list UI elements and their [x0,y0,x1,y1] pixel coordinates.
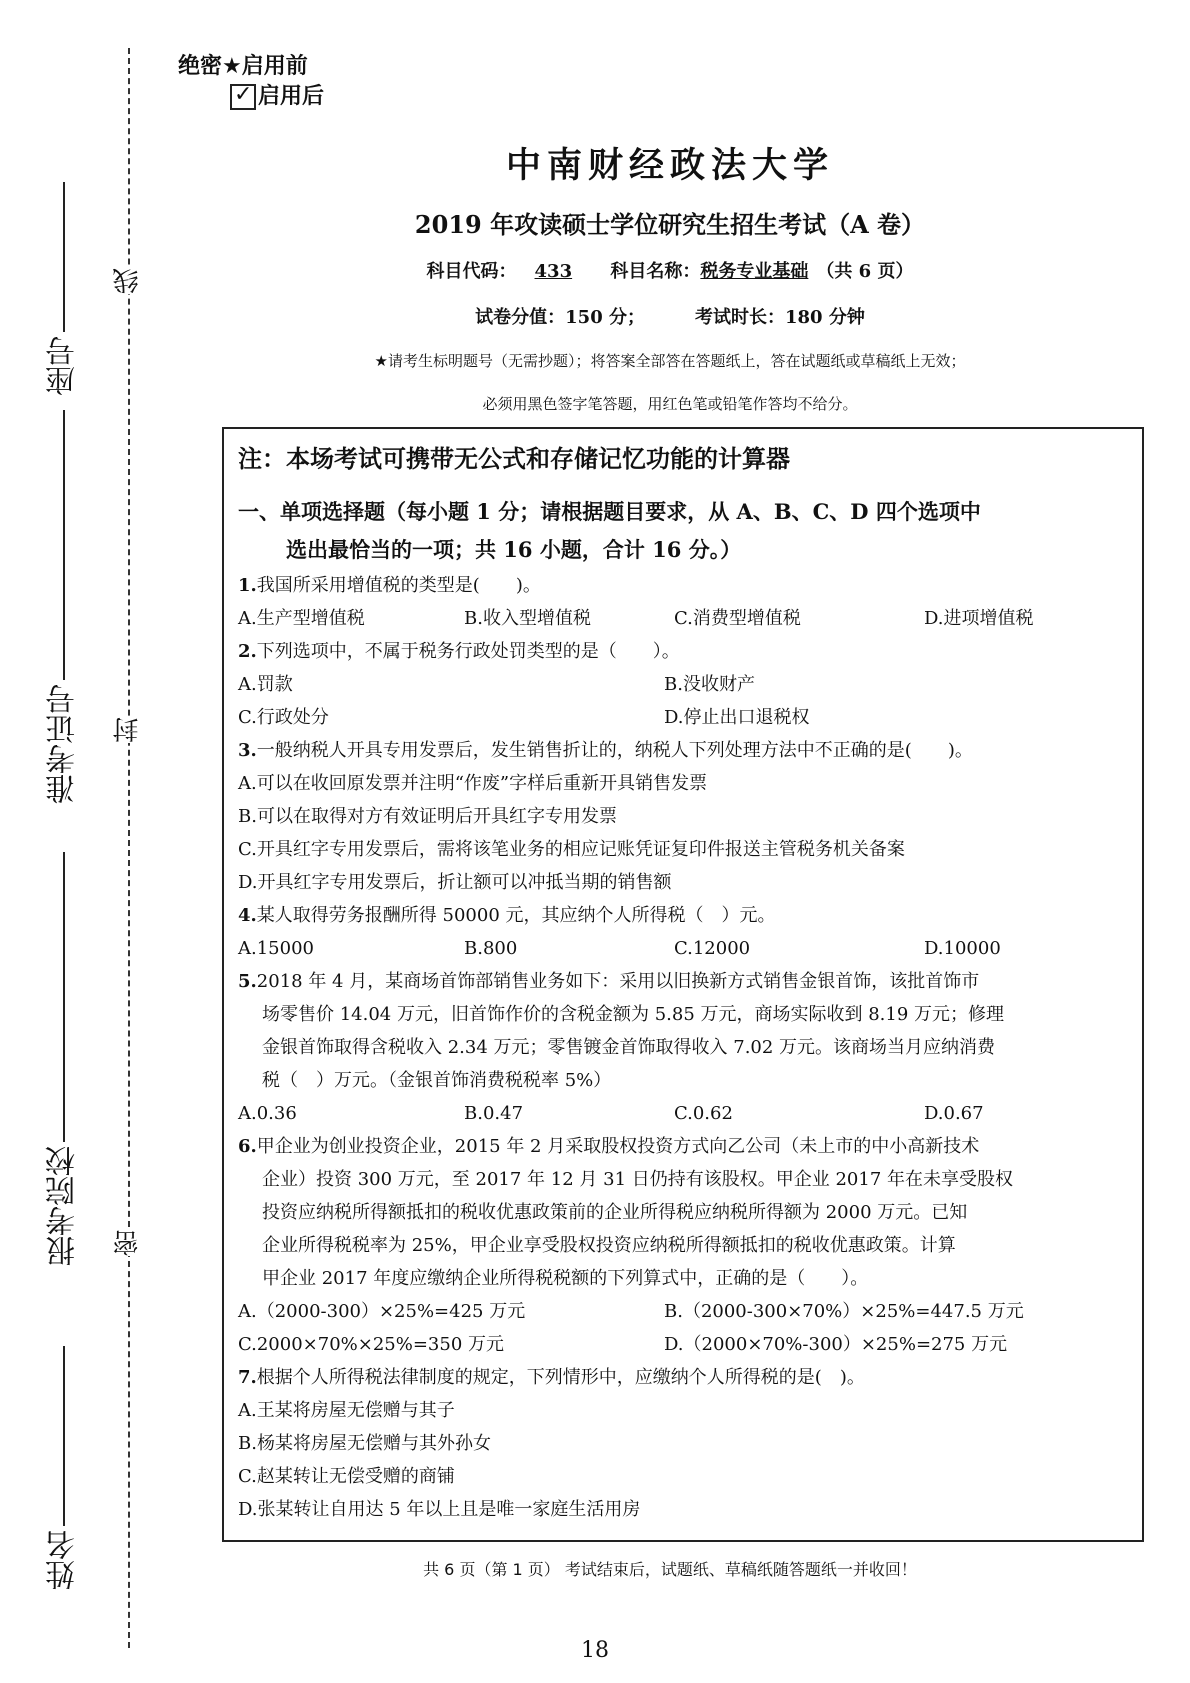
option-a: A.王某将房屋无偿赠与其子 [238,1400,455,1421]
section-heading [238,493,1128,569]
school-field[interactable] [44,846,84,1266]
instruction-line-1: ★请考生标明题号（无需抄题）；将答案全部答在答题纸上，答在试题纸或草稿纸上无效； [374,352,966,370]
option-b: B.没收财产 [664,674,755,695]
secrecy-before: 绝密★启用前 [178,54,308,79]
question-2-options-row-1 [238,668,1128,701]
exam-title: 2019 年攻读硕士学位研究生招生考试（A 卷） [414,210,926,239]
question-1 [238,569,1128,602]
calculator-note: 注：本场考试可携带无公式和存储记忆功能的计算器 [238,444,790,473]
question-1-options [238,602,1128,635]
option-b: B.杨某将房屋无偿赠与其外孙女 [238,1433,491,1454]
option-d: D.10000 [924,938,1001,959]
seal-char-mi: 密 [113,1230,143,1256]
question-number: 2. [238,641,257,662]
seat-number-label: 座号 [46,336,81,396]
seal-char-feng: 封 [113,717,143,743]
instruction-line-2: 必须用黑色签字笔答题，用红色笔或铅笔作答均不给分。 [482,395,858,413]
question-text-cont: 甲企业 2017 年度应缴纳企业所得税税额的下列算式中，正确的是（ ）。 [262,1268,869,1289]
question-text: 2018 年 4 月，某商场首饰部销售业务如下：采用以旧换新方式销售金银首饰，该批首饰市 [256,971,980,992]
subject-name: 税务专业基础 [700,261,809,282]
option-b: B.（2000-300×70%）×25%=447.5 万元 [664,1301,1024,1322]
question-number: 7. [238,1367,257,1388]
option-d: D.（2000×70%-300）×25%=275 万元 [664,1334,1008,1355]
secrecy-after: 启用后 [258,84,325,109]
question-number: 4. [238,905,257,926]
university-title: 中南财经政法大学 [505,145,834,186]
name-field[interactable] [44,1320,84,1590]
exam-score-duration [205,303,1135,329]
question-text: 一般纳税人开具专用发票后，发生销售折让的，纳税人下列处理方法中不正确的是( )。 [256,740,973,761]
option-c: C.消费型增值税 [674,608,801,629]
option-d: D.进项增值税 [924,608,1034,629]
question-text-cont: 税（ ）万元。（金银首饰消费税税率 5%） [262,1070,612,1091]
admission-number-blank[interactable] [63,410,65,680]
question-text-cont: 场零售价 14.04 万元，旧首饰作价的含税金额为 5.85 万元，商场实际收到 8.19 万元；修理 [262,1004,1005,1025]
question-text-cont: 投资应纳税所得额抵扣的税收优惠政策前的企业所得税应纳税所得额为 2000 万元。已知 [262,1202,968,1223]
option-a: A.15000 [238,938,314,959]
question-number: 5. [238,971,257,992]
option-b: B.可以在取得对方有效证明后开具红字专用发票 [238,806,617,827]
question-3 [238,734,1128,767]
section-heading-line-2: 选出最恰当的一项；共 16 小题，合计 16 分。） [286,537,742,562]
option-a: A.可以在收回原发票并注明“作废”字样后重新开具销售发票 [238,773,708,794]
subject-name-label: 科目名称： [610,261,701,282]
question-number: 6. [238,1136,257,1157]
option-a: A.（2000-300）×25%=425 万元 [238,1301,526,1322]
subject-info [205,257,1135,283]
checkbox-checked-icon [230,84,256,110]
option-b: B.800 [464,938,518,959]
option-c: C.行政处分 [238,707,329,728]
option-d: D.开具红字专用发票后，折让额可以冲抵当期的销售额 [238,872,672,893]
question-text: 我国所采用增值税的类型是( )。 [256,575,541,596]
seat-number-blank[interactable] [63,182,65,332]
option-d: D.停止出口退税权 [664,707,810,728]
questions-box [222,427,1144,1542]
name-label: 姓名 [46,1530,81,1590]
option-d: D.0.67 [924,1103,984,1124]
question-5-options [238,1097,1128,1130]
page-number: 18 [581,1638,609,1663]
question-4-options [238,932,1128,965]
question-text-cont: 金银首饰取得含税收入 2.34 万元；零售镀金首饰取得收入 7.02 万元。该商场当月应纳消费 [262,1037,996,1058]
section-heading-line-1: 一、单项选择题（每小题 1 分；请根据题目要求，从 A、B、C、D 四个选项中 [238,499,981,524]
option-a: A.罚款 [238,674,293,695]
subject-code: 433 [534,261,573,282]
school-blank[interactable] [63,852,65,1142]
option-d: D.张某转让自用达 5 年以上且是唯一家庭生活用房 [238,1499,641,1520]
question-text: 下列选项中，不属于税务行政处罚类型的是（ ）。 [256,641,680,662]
question-2-options-row-2 [238,701,1128,734]
subject-code-label: 科目代码： [426,261,517,282]
admission-number-field[interactable] [44,404,84,804]
question-text: 某人取得劳务报酬所得 50000 元，其应纳个人所得税（ ）元。 [256,905,776,926]
exam-duration: 考试时长：180 分钟 [695,307,865,328]
page-footer: 共 6 页（第 1 页） 考试结束后，试题纸、草稿纸随答题纸一并收回！ [423,1560,917,1579]
secrecy-marker [178,52,324,112]
question-6-options-row-2 [238,1328,1128,1361]
option-b: B.0.47 [464,1103,524,1124]
option-c: C.赵某转让无偿受赠的商铺 [238,1466,455,1487]
exam-score: 试卷分值：150 分； [475,307,645,328]
question-number: 1. [238,575,257,596]
school-label: 报考院校 [46,1146,81,1266]
question-6-options-row-1 [238,1295,1128,1328]
option-c: C.开具红字专用发票后，需将该笔业务的相应记账凭证复印件报送主管税务机关备案 [238,839,905,860]
name-blank[interactable] [63,1346,65,1526]
question-7 [238,1361,1128,1394]
question-text-cont: 企业）投资 300 万元，至 2017 年 12 月 31 日仍持有该股权。甲企业 2017 年在未享受股权 [262,1169,1013,1190]
option-a: A.生产型增值税 [238,608,365,629]
page-count: （共 6 页） [816,261,914,282]
option-c: C.0.62 [674,1103,733,1124]
seat-number-field[interactable] [44,166,84,396]
option-b: B.收入型增值税 [464,608,591,629]
question-text-cont: 企业所得税税率为 25%，甲企业享受股权投资应纳税所得额抵扣的税收优惠政策。计算 [262,1235,956,1256]
option-c: C.2000×70%×25%=350 万元 [238,1334,505,1355]
option-a: A.0.36 [238,1103,297,1124]
question-text: 根据个人所得税法律制度的规定，下列情形中，应缴纳个人所得税的是( )。 [256,1367,865,1388]
question-text: 甲企业为创业投资企业，2015 年 2 月采取股权投资方式向乙公司（未上市的中小高新技术 [256,1136,980,1157]
question-4 [238,899,1128,932]
option-c: C.12000 [674,938,751,959]
seal-char-xian: 线 [113,268,143,294]
question-6 [238,1130,1128,1295]
admission-number-label: 准考证号 [46,684,81,804]
question-number: 3. [238,740,257,761]
question-5 [238,965,1128,1097]
question-2 [238,635,1128,668]
